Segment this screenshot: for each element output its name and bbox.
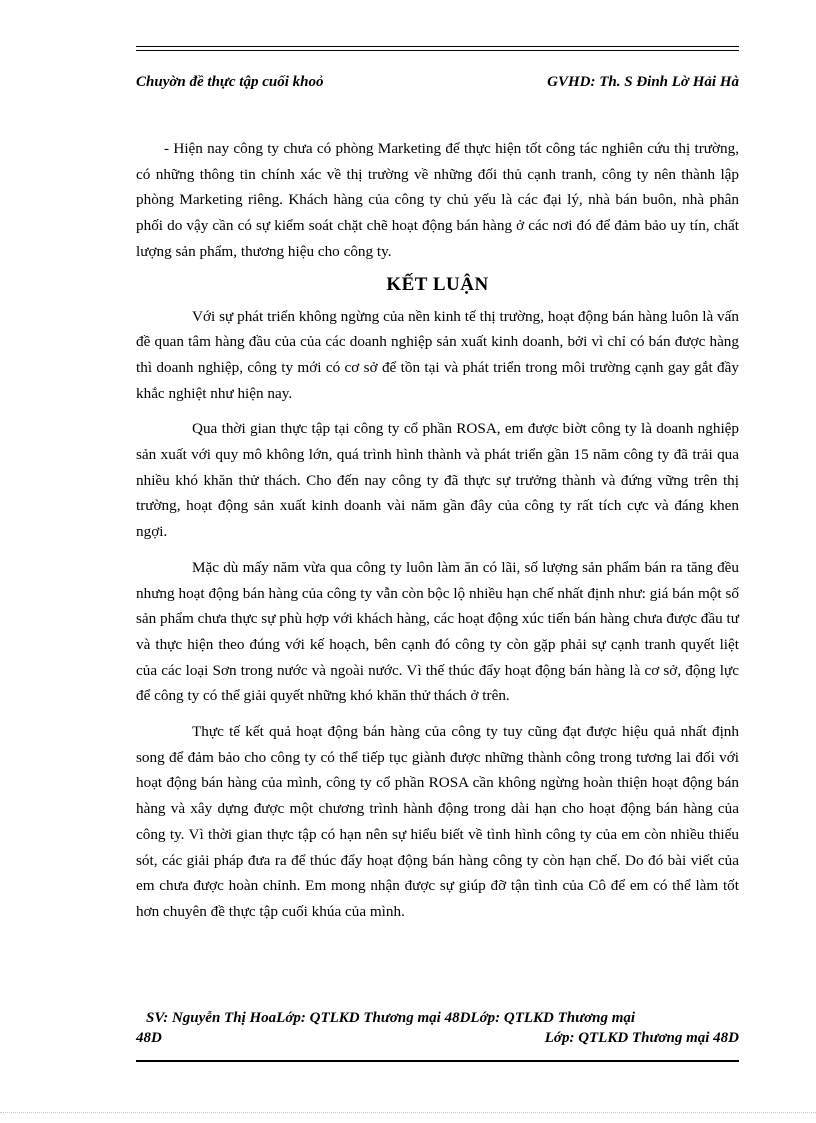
conclusion-paragraph-3: Mặc dù mấy năm vừa qua công ty luôn làm ăn có lãi, số lượng sản phẩm bán ra tăng đều nhưng hoạt động bán hàng của công ty vẫn còn bộc lộ nhiều hạn chế nhất định như: giá bán một số sản phẩm chưa thực sự phù hợp với khách hàng, các hoạt động xúc tiến bán hàng chưa được đầu tư và thực hiện theo đúng với kế hoạch, bên cạnh đó công ty còn gặp phải sự cạnh tranh quyết liệt của các loại Sơn trong nước và ngoài nước. Vì thế thúc đẩy hoạt động bán hàng là cơ sở, động lực để công ty có thể giải quyết những khó khăn thử thách ở trên. <box>136 558 739 705</box>
header-top-rule <box>136 46 739 51</box>
footer-class-code: 48D <box>136 1030 162 1046</box>
page-header <box>136 74 739 91</box>
page-break-line <box>0 1112 816 1113</box>
footer-bottom-rule <box>136 1060 739 1062</box>
header-title: Chuyờn đề thực tập cuối khoỏ <box>136 74 324 90</box>
footer-line-1: SV: Nguyễn Thị HoaLớp: QTLKD Thương mại 48DLớp: QTLKD Thương mại <box>146 1010 636 1026</box>
intro-paragraph: - Hiện nay công ty chưa có phòng Marketing để thực hiện tốt công tác nghiên cứu thị trường, có những thông tin chính xác về thị trường về những đối thủ cạnh tranh, công ty nên thành lập phòng Marketing riêng. Khách hàng của công ty chủ yếu là các đại lý, nhà bán buôn, nhà phân phối do vậy cần có sự kiểm soát chặt chẽ hoạt động bán hàng ở các nơi đó để đảm bảo uy tín, chất lượng sản phẩm, thương hiệu cho công ty. <box>136 140 739 260</box>
footer-line-2 <box>136 1028 739 1048</box>
conclusion-paragraph-1: Với sự phát triển không ngừng của nền kinh tế thị trường, hoạt động bán hàng luôn là vấn đề quan tâm hàng đầu của của các doanh nghiệp sản xuất kinh doanh, bởi vì chỉ có bán được hàng thì doanh nghiệp, công ty mới có cơ sở để tồn tại và phát triển trong môi trường cạnh gay gắt đầy khắc nghiệt như hiện nay. <box>136 307 739 402</box>
conclusion-paragraph-4: Thực tế kết quả hoạt động bán hàng của công ty tuy cũng đạt được hiệu quả nhất định song để đảm bảo cho công ty có thể tiếp tục giành được những thành công trong tương lai đối với hoạt động bán hàng của mình, công ty cổ phần ROSA cần không ngừng hoàn thiện hoạt động bán hàng và xây dựng được một chương trình hành động trong dài hạn cho hoạt động bán hàng của công ty. Vì thời gian thực tập có hạn nên sự hiểu biết về tình hình công ty của em còn nhiều thiếu sót, các giải pháp đưa ra để thúc đẩy hoạt động bán hàng công ty còn hạn chế. Do đó bài viết của em chưa được hoàn chỉnh. Em mong nhận được sự giúp đỡ tận tình của Cô để em có thể làm tốt hơn chuyên đề thực tập cuối khúa của mình. <box>136 723 739 920</box>
document-body <box>136 136 739 935</box>
conclusion-heading: KẾT LUẬN <box>386 273 489 295</box>
page-footer <box>136 1008 739 1048</box>
conclusion-paragraph-2: Qua thời gian thực tập tại công ty cổ phần ROSA, em được biờt công ty là doanh nghiệp sản xuất với quy mô không lớn, quá trình hình thành và phát triển gần 15 năm công ty đã trải qua nhiều khó khăn thử thách. Cho đến nay công ty đã thực sự trưởng thành và đứng vững trên thị trường, hoạt động sản xuất kinh doanh vài năm gần đây của công ty rất tích cực và đáng khen ngợi. <box>136 420 739 541</box>
header-supervisor: GVHD: Th. S Đinh Lờ Hải Hà <box>547 74 739 90</box>
footer-class-label: Lớp: QTLKD Thương mại 48D <box>544 1030 739 1046</box>
